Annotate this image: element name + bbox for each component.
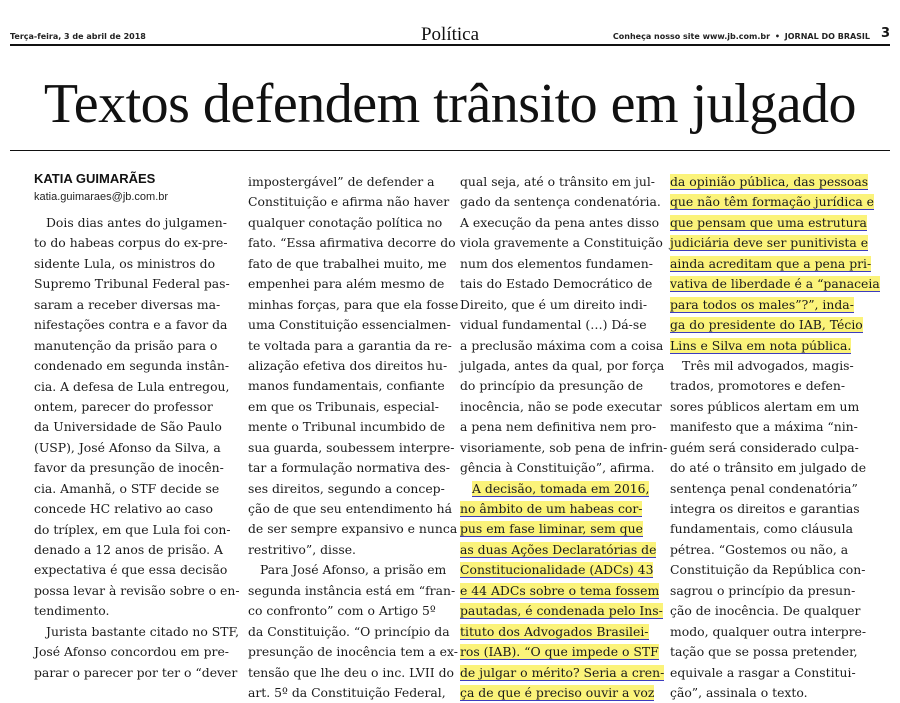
line-text: cia. A defesa de Lula entregou, <box>34 378 230 394</box>
line-text: da Constituição. “O princípio da <box>248 623 450 639</box>
line-text: a preclusão máxima com a coisa <box>460 337 664 353</box>
article-column-2 <box>248 172 459 703</box>
line-text: mente o Tribunal incumbido de <box>248 419 446 435</box>
text-line <box>248 683 446 703</box>
line-text: possa levar à revisão sobre o en- <box>34 582 240 598</box>
text-line <box>34 213 232 233</box>
section-title: Política <box>420 24 480 45</box>
line-text: nifestações contra e a favor da <box>34 317 228 333</box>
text-line <box>248 479 445 499</box>
highlighted-text-line <box>460 683 656 703</box>
line-text: Para José Afonso, a prisão em <box>260 562 447 578</box>
text-line <box>34 642 232 662</box>
text-line <box>670 417 870 437</box>
highlighted-text-line <box>460 663 665 683</box>
line-text: Dois dias antes do julgamen- <box>46 215 227 230</box>
text-line <box>670 438 870 458</box>
highlighted-text-line <box>460 642 659 662</box>
line-text: inocência, não se pode executar <box>460 398 662 414</box>
line-text: José Afonso concordou em pre- <box>34 644 229 660</box>
line-text: ros (IAB). “O que impede o STF <box>460 644 659 660</box>
article-column-3 <box>460 172 668 703</box>
highlighted-text-line <box>460 479 656 499</box>
text-line <box>460 172 656 192</box>
text-line <box>34 458 232 478</box>
line-text: ga do presidente do IAB, Técio <box>670 317 863 333</box>
text-line <box>34 581 240 601</box>
highlighted-text-line <box>670 233 870 253</box>
highlighted-text-line <box>460 581 660 601</box>
line-text: num dos elementos fundamen- <box>460 255 653 271</box>
line-text: do tríplex, em que Lula foi con- <box>34 521 231 537</box>
line-text: A decisão, tomada em 2016, <box>472 480 650 496</box>
highlighted-text-line <box>670 213 870 233</box>
line-text: tar a formulação normativa des- <box>248 460 450 476</box>
text-line <box>34 377 232 397</box>
text-line <box>248 438 455 458</box>
line-text: no âmbito de um habeas cor- <box>460 501 643 516</box>
paper-name: JORNAL DO BRASIL <box>784 32 870 41</box>
line-text: qual seja, até o trânsito em jul- <box>460 174 655 189</box>
text-line <box>248 519 458 539</box>
masthead-info <box>613 32 870 41</box>
line-text: equivale a rasgar a Constitui- <box>670 664 856 680</box>
article-headline: Textos defendem trânsito em julgado <box>43 73 857 135</box>
text-line <box>248 417 446 437</box>
line-text: Constituição da República con- <box>670 562 866 578</box>
line-text: alização efetiva dos direitos hu- <box>248 357 448 373</box>
line-text: sores públicos alertam em um <box>670 398 860 414</box>
text-line <box>248 233 456 253</box>
line-text: te voltada para a garantia da re- <box>248 337 452 353</box>
text-line <box>248 274 445 294</box>
text-line <box>34 520 232 540</box>
text-line <box>248 376 445 396</box>
line-text: to do habeas corpus do ex-pre- <box>34 235 228 251</box>
text-line <box>34 540 232 560</box>
line-text: do princípio da presunção de <box>460 378 644 394</box>
text-line <box>670 581 870 601</box>
line-text: sidente Lula, os ministros do <box>34 255 216 271</box>
highlighted-text-line <box>460 499 656 519</box>
text-line <box>248 581 456 601</box>
text-line <box>460 192 661 212</box>
line-text: A execução da pena antes disso <box>460 214 660 230</box>
highlighted-text-line <box>460 560 656 580</box>
line-text: do até o trânsito em julgado de <box>670 460 867 476</box>
line-text: trados, promotores e defen- <box>670 378 846 394</box>
line-text: tação que se possa pretender, <box>670 644 858 660</box>
line-text: co confronto” com o Artigo 5º <box>248 603 436 619</box>
line-text: denado a 12 anos de prisão. A <box>34 542 223 557</box>
text-line <box>670 601 870 621</box>
page-header <box>10 22 890 46</box>
line-text: saram a receber diversas ma- <box>34 296 221 312</box>
line-text: sagrou o princípio da presun- <box>670 582 856 598</box>
highlighted-text-line <box>670 172 870 192</box>
text-line <box>248 336 452 356</box>
text-line <box>248 192 450 212</box>
text-line <box>248 315 451 335</box>
line-text: viola gravemente a Constituição <box>460 235 663 251</box>
line-text: impostergável” de defender a <box>248 174 435 189</box>
text-line <box>34 601 232 621</box>
line-text: parar o parecer por ter o “dever <box>34 664 238 680</box>
text-line <box>34 499 232 519</box>
line-text: tais do Estado Democrático de <box>460 276 653 292</box>
line-text: gado da sentença condenatória. <box>460 194 661 210</box>
text-line <box>460 417 656 437</box>
text-line <box>460 254 656 274</box>
highlighted-text-line <box>460 540 656 560</box>
text-line <box>248 622 450 642</box>
line-text: restritivo”, disse. <box>248 541 356 557</box>
line-text: vidual fundamental (…) Dá-se <box>460 317 647 333</box>
line-text: que não têm formação jurídica e <box>670 194 874 210</box>
text-line <box>248 601 442 621</box>
text-line <box>460 458 656 478</box>
line-text: pautadas, é condenada pelo Ins- <box>460 603 663 619</box>
highlighted-text-line <box>670 192 874 212</box>
text-line <box>460 356 665 376</box>
line-text: modo, qualquer outra interpre- <box>670 623 867 639</box>
text-line <box>34 315 232 335</box>
line-text: e 44 ADCs sobre o tema fossem <box>460 582 660 598</box>
line-text: da opinião pública, das pessoas <box>670 174 869 189</box>
line-text: ção”, assinala o texto. <box>670 684 808 700</box>
line-text: gência à Constituição”, afirma. <box>460 460 655 476</box>
highlighted-text-line <box>460 622 656 642</box>
line-text: qualquer conotação política no <box>248 214 443 230</box>
text-line <box>670 642 870 662</box>
line-text: sua guarda, soubessem interpre- <box>248 439 455 455</box>
text-line <box>670 560 870 580</box>
text-line <box>460 336 664 356</box>
line-text: judiciária deve ser punitivista e <box>670 235 869 251</box>
text-line <box>34 560 232 580</box>
line-text: fundamentais, como cláusula <box>670 521 853 537</box>
text-line <box>34 233 232 253</box>
site-promo: Conheça nosso site www.jb.com.br <box>612 32 771 41</box>
line-text: fato de que trabalhei muito, me <box>248 255 447 271</box>
text-line <box>670 376 870 396</box>
text-line <box>34 479 232 499</box>
text-line <box>460 438 668 458</box>
line-text: Constituição e afirma não haver <box>248 194 450 210</box>
line-text: minhas forças, para que ela fosse <box>248 296 459 312</box>
text-line <box>248 356 448 376</box>
line-text: manifesto que a máxima “nin- <box>670 419 858 435</box>
highlighted-text-line <box>670 254 870 274</box>
line-text: pus em fase liminar, sem que <box>460 521 643 537</box>
line-text: vativa de liberdade é a “panaceia <box>670 276 880 292</box>
text-line <box>460 295 656 315</box>
column-text <box>34 213 240 683</box>
bullet-separator: • <box>774 32 780 41</box>
line-text: julgada, antes da qual, por força <box>460 357 665 373</box>
line-text: ainda acreditam que a pena pri- <box>670 255 872 271</box>
text-line <box>248 642 458 662</box>
text-line <box>248 213 442 233</box>
line-text: guém será considerado culpa- <box>670 439 859 455</box>
text-line <box>248 540 442 560</box>
highlighted-text-line <box>670 295 870 315</box>
text-line <box>670 519 870 539</box>
text-line <box>34 663 238 683</box>
line-text: expectativa é que essa decisão <box>34 562 228 578</box>
line-text: de ser sempre expansivo e nunca <box>248 521 458 537</box>
text-line <box>460 376 656 396</box>
line-text: Três mil advogados, magis- <box>682 357 854 373</box>
text-line <box>670 540 870 560</box>
text-line <box>670 397 870 417</box>
line-text: manos fundamentais, confiante <box>248 378 445 394</box>
line-text: presunção de inocência tem a ex- <box>248 644 458 660</box>
line-text: de julgar o mérito? Seria a cren- <box>460 664 665 680</box>
highlighted-text-line <box>460 519 656 539</box>
line-text: a pena nem definitiva nem pro- <box>460 419 657 435</box>
text-line <box>34 622 240 642</box>
author-name: KATIA GUIMARÃES <box>34 171 156 186</box>
column-text <box>670 172 880 703</box>
line-text: fato. “Essa afirmativa decorre do <box>248 235 456 251</box>
highlighted-text-line <box>670 274 880 294</box>
line-text: condenado em segunda instân- <box>34 358 230 374</box>
line-text: ção de inocência. De qualquer <box>670 603 861 619</box>
line-text: Constitucionalidade (ADCs) 43 <box>460 562 654 578</box>
text-line <box>670 458 870 478</box>
line-text: em que os Tribunais, especial- <box>248 398 439 414</box>
text-line <box>34 417 232 437</box>
text-line <box>670 356 870 376</box>
line-text: ção de que seu entendimento há <box>248 501 453 516</box>
author-email: katia.guimaraes@jb.com.br <box>34 191 169 203</box>
text-line <box>460 213 660 233</box>
line-text: integra os direitos e garantias <box>670 501 860 516</box>
text-line <box>34 356 232 376</box>
text-line <box>670 499 870 519</box>
line-text: empenhei para além mesmo de <box>248 276 445 292</box>
highlighted-text-line <box>670 336 870 356</box>
line-text: favor da presunção de inocên- <box>34 460 224 476</box>
text-line <box>248 397 442 417</box>
line-text: para todos os males”?”, inda- <box>670 296 854 312</box>
text-line <box>460 274 656 294</box>
text-line <box>34 336 232 356</box>
line-text: ontem, parecer do professor <box>34 398 213 414</box>
text-line <box>248 458 450 478</box>
text-line <box>34 254 232 274</box>
text-line <box>460 397 662 417</box>
line-text: tendimento. <box>34 603 110 619</box>
text-line <box>248 295 459 315</box>
line-text: uma Constituição essencialmen- <box>248 317 451 333</box>
line-text: ses direitos, segundo a concep- <box>248 480 445 496</box>
text-line <box>670 479 870 499</box>
highlighted-text-line <box>670 315 870 335</box>
text-line <box>34 397 232 417</box>
text-line <box>248 663 454 683</box>
line-text: Direito, que é um direito indi- <box>460 296 648 312</box>
column-text <box>248 172 459 703</box>
text-line <box>248 560 447 580</box>
column-text <box>460 172 668 703</box>
text-line <box>460 233 663 253</box>
line-text: tensão que lhe deu o inc. LVII do <box>248 664 454 680</box>
line-text: pétrea. “Gostemos ou não, a <box>670 541 849 557</box>
line-text: (USP), José Afonso da Silva, a <box>34 439 221 455</box>
headline-divider <box>10 150 890 151</box>
text-line <box>248 254 447 274</box>
line-text: ça de que é preciso ouvir a voz <box>460 684 655 700</box>
text-line <box>670 622 870 642</box>
line-text: visoriamente, sob pena de infrin- <box>460 439 668 455</box>
line-text: sentença penal condenatória” <box>670 480 858 496</box>
article-column-1 <box>34 171 240 683</box>
line-text: que pensam que uma estrutura <box>670 214 867 230</box>
text-line <box>248 172 442 192</box>
line-text: Supremo Tribunal Federal pas- <box>34 276 230 292</box>
text-line <box>670 663 870 683</box>
highlighted-text-line <box>460 601 663 621</box>
line-text: cia. Amanhã, o STF decide se <box>34 480 220 496</box>
text-line <box>670 683 870 703</box>
line-text: tituto dos Advogados Brasilei- <box>460 623 649 639</box>
line-text: concede HC relativo ao caso <box>34 501 213 517</box>
text-line <box>248 499 453 519</box>
page-number: 3 <box>880 26 890 41</box>
article-column-4 <box>670 172 880 703</box>
line-text: Lins e Silva em nota pública. <box>670 337 852 353</box>
line-text: da Universidade de São Paulo <box>34 419 222 435</box>
line-text: manutenção da prisão para o <box>34 337 218 353</box>
line-text: Jurista bastante citado no STF, <box>46 623 240 639</box>
line-text: art. 5º da Constituição Federal, <box>248 684 446 700</box>
text-line <box>460 315 656 335</box>
issue-date: Terça-feira, 3 de abril de 2018 <box>10 32 146 41</box>
text-line <box>34 438 232 458</box>
text-line <box>34 274 232 294</box>
line-text: segunda instância está em “fran- <box>248 582 456 598</box>
text-line <box>34 295 232 315</box>
line-text: as duas Ações Declaratórias de <box>460 541 657 557</box>
